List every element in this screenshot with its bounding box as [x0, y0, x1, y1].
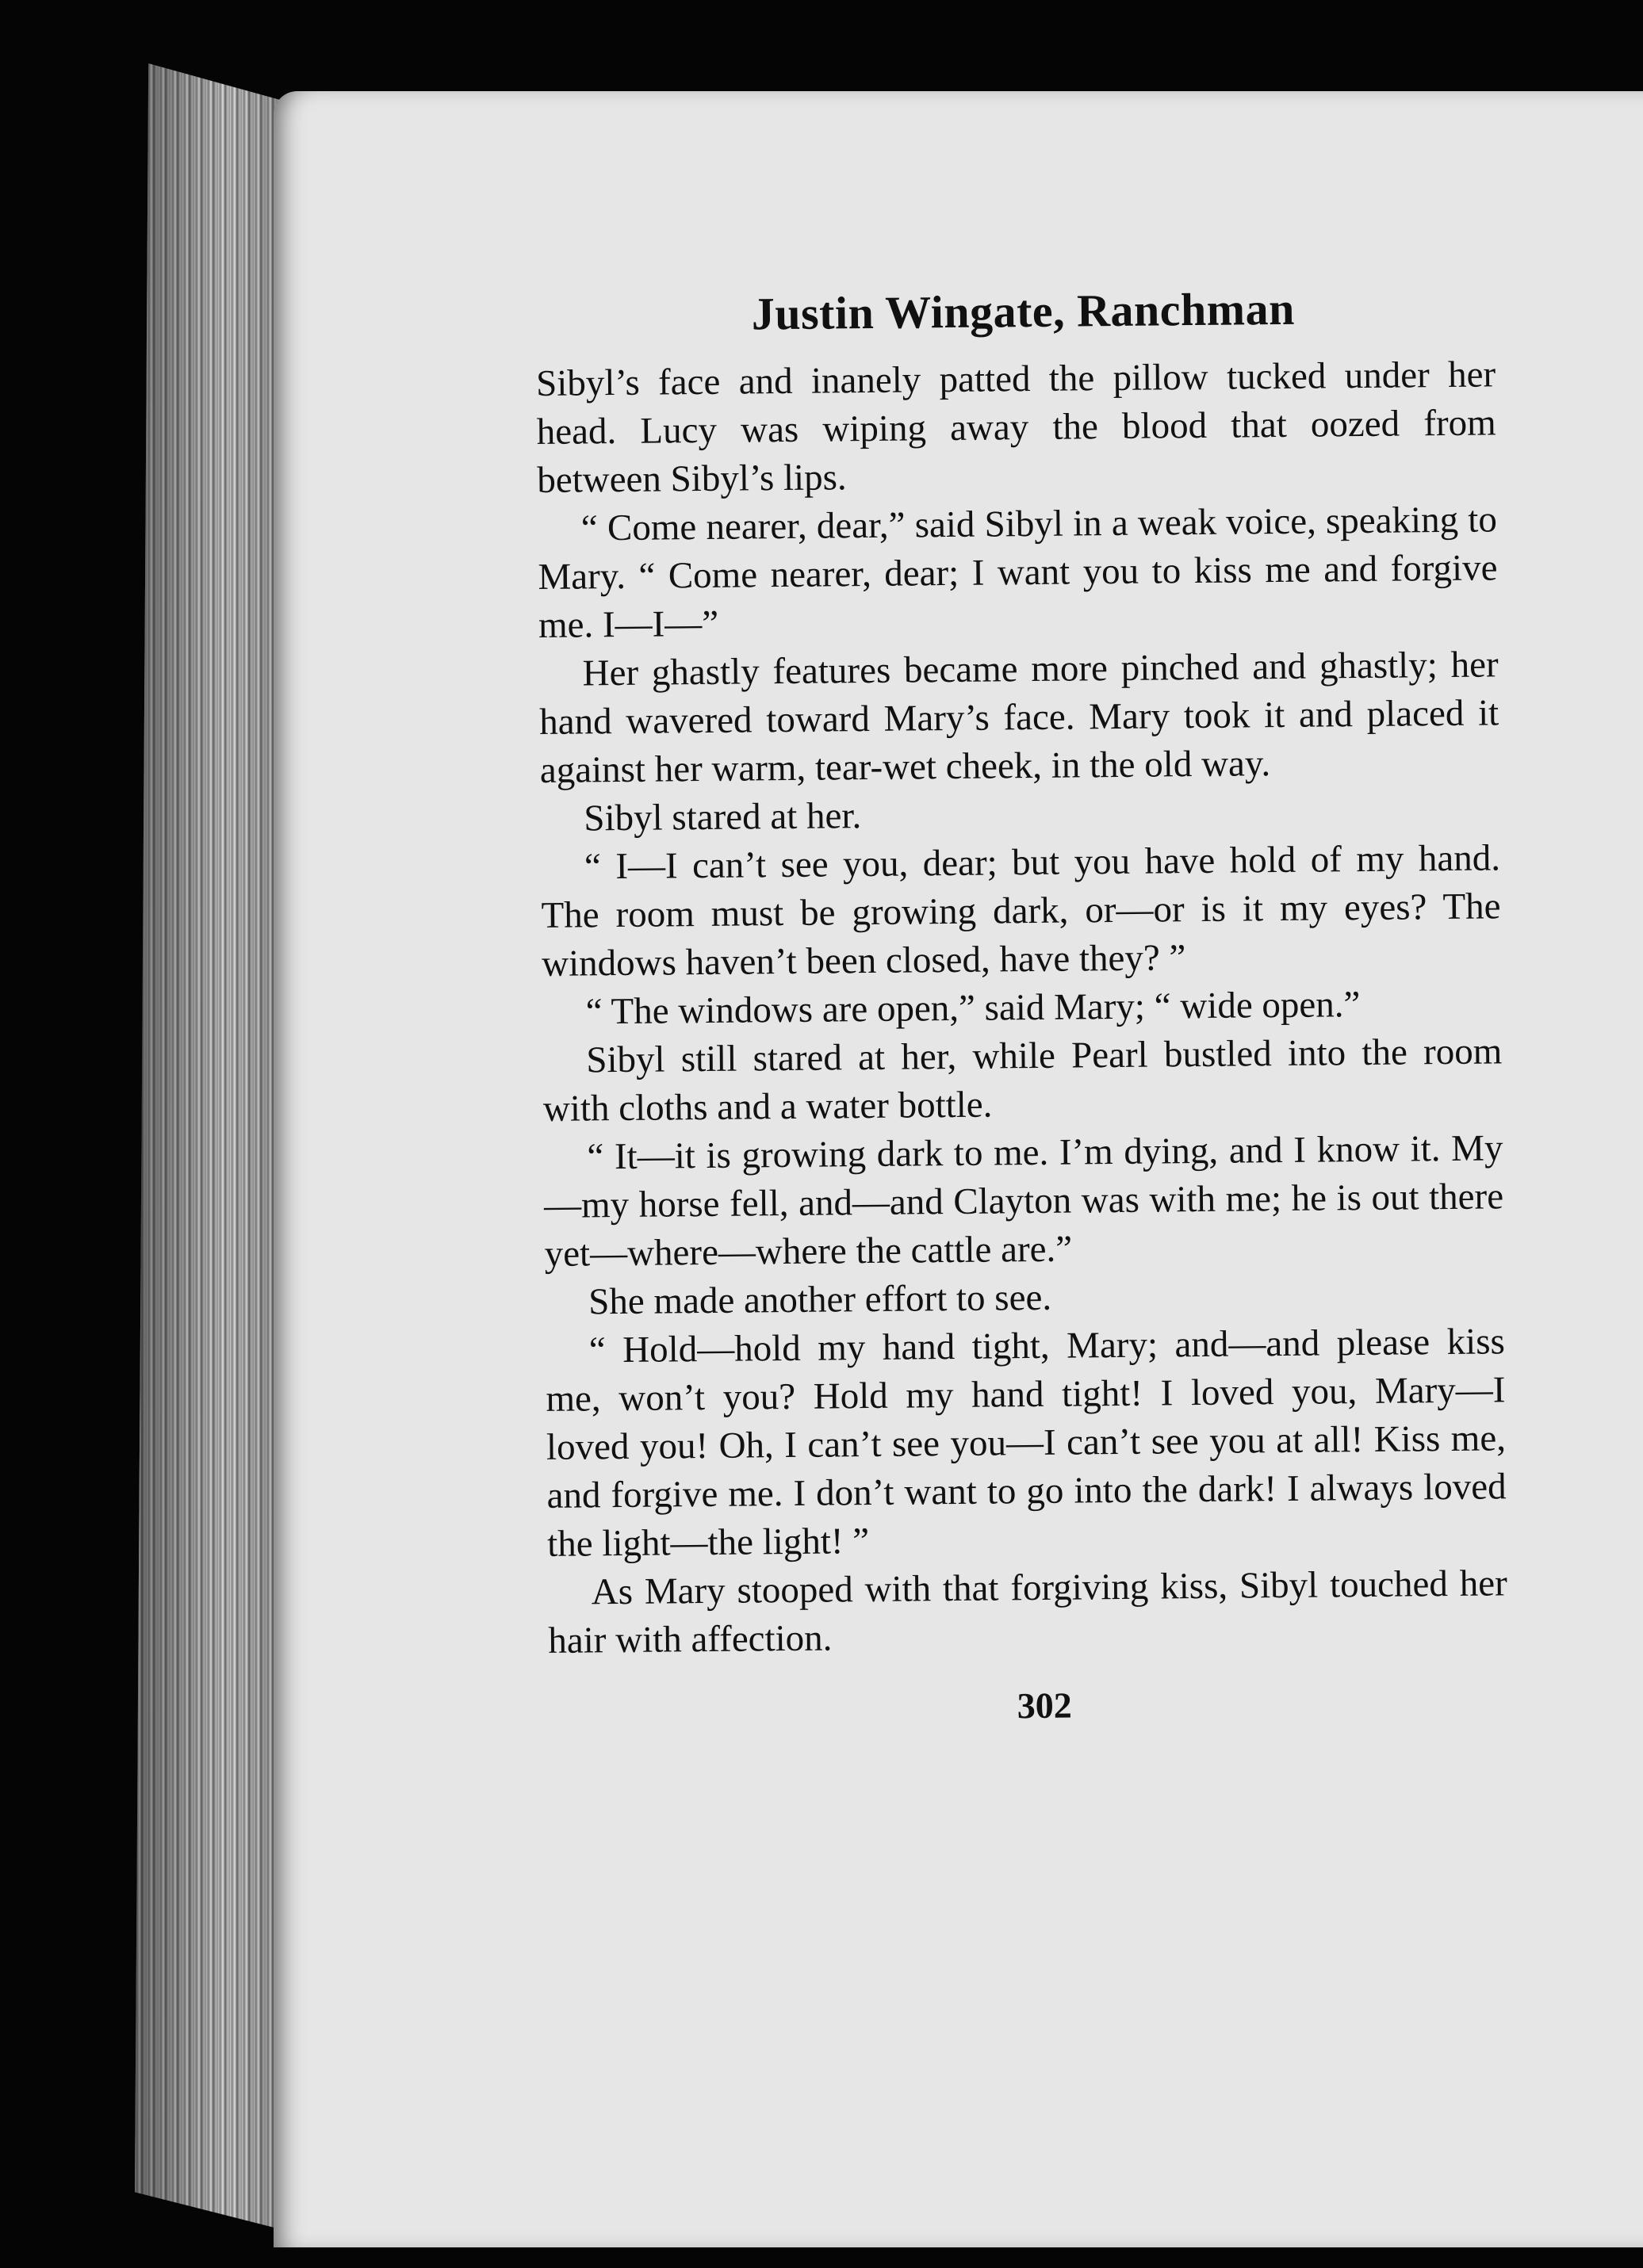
paragraph: “ Come nearer, dear,” said Sibyl in a weak voice, speaking to Mary. “ Come nearer, dear; I want you to kiss me and forgive me. I—I—” — [538, 499, 1498, 646]
paragraph: “ The windows are open,” said Mary; “ wide open.” — [585, 984, 1361, 1033]
paragraph: “ I—I can’t see you, dear; but you have hold of my hand. The room must be growing dark, or—or is it my eyes? The windows haven’t been closed, have they? ” — [541, 837, 1501, 985]
paragraph: She made another effort to see. — [588, 1276, 1052, 1323]
paragraph: “ Hold—hold my hand tight, Mary; and—and please kiss me, won’t you? Hold my hand tight! I loved you, Mary—I loved you! Oh, I can’t see you—I can’t see you at all! Kiss me, and forgive me. I don’t want to go into the dark! I always loved the light—the light! ” — [546, 1321, 1507, 1565]
paragraph: As Mary stooped with that forgiving kiss, Sibyl touched her hair with affection. — [548, 1562, 1507, 1662]
paragraph-continued: Sibyl’s face and inanely patted the pillow tucked under her head. Lucy was wiping away the blood that oozed from between Sibyl’s lips. — [535, 354, 1496, 501]
page-content — [535, 280, 1508, 1731]
paragraph: “ It—it is growing dark to me. I’m dying, and I know it. My—my horse fell, and—and Clayton was with me; he is out there yet—where—where the cattle are.” — [543, 1127, 1504, 1275]
paragraph: Sibyl stared at her. — [584, 795, 862, 840]
paragraph: Her ghastly features became more pinched and ghastly; her hand wavered toward Mary’s face. Mary took it and placed it against her warm, tear-wet cheek, in the old way. — [538, 644, 1499, 791]
page-number: 302 — [1017, 1685, 1072, 1727]
paragraph: Sibyl still stared at her, while Pearl bustled into the room with cloths and a water bottle. — [542, 1031, 1503, 1130]
running-head: Justin Wingate, Ranchman — [751, 282, 1296, 340]
